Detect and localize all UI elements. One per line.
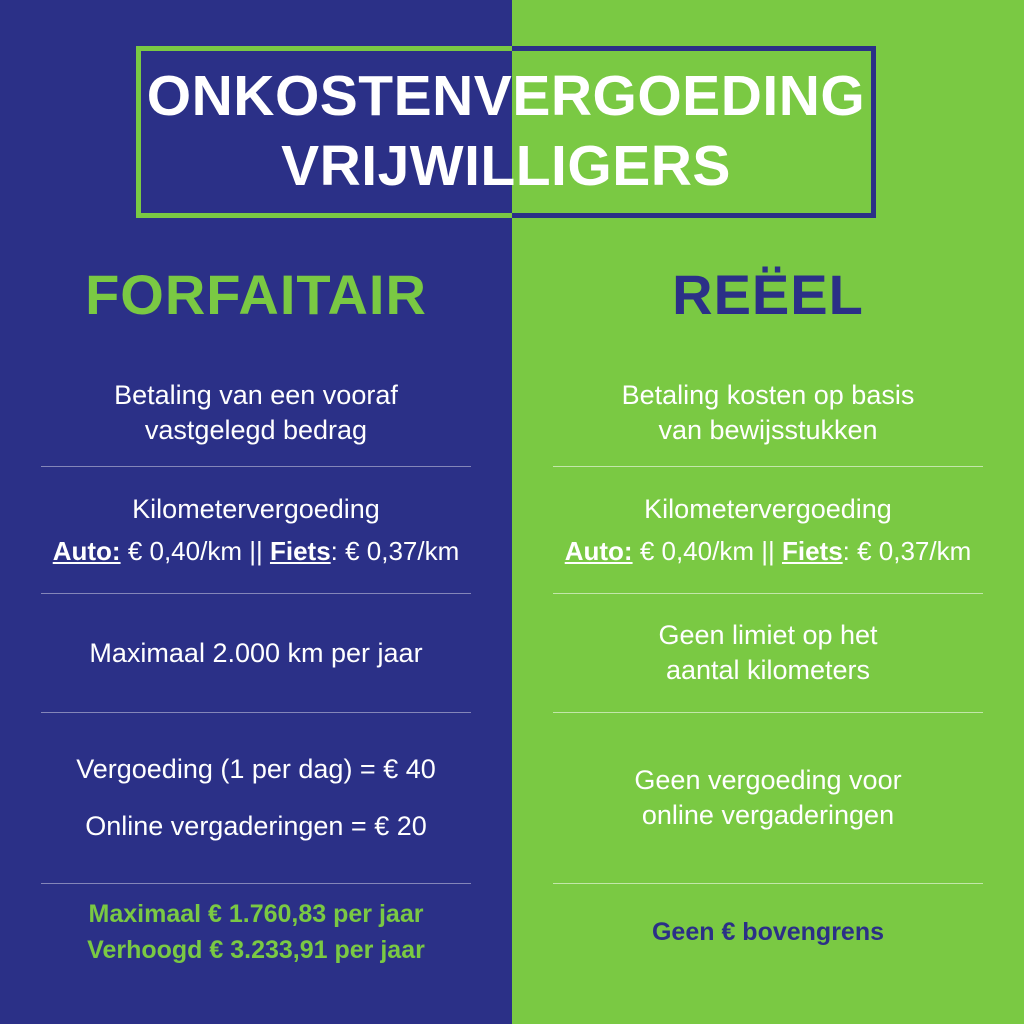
row-line: Geen € bovengrens <box>651 918 885 946</box>
row-maximum <box>512 884 1024 984</box>
row-line: van bewijsstukken <box>658 415 878 445</box>
fiets-label: Fiets <box>269 535 331 566</box>
km-rates <box>565 535 972 568</box>
km-rates <box>53 535 460 568</box>
row-line: Online vergaderingen = € 20 <box>85 811 427 841</box>
rows-reeel <box>512 360 1024 984</box>
row-kilometerlimiet <box>0 594 512 712</box>
row-kilometerlimiet <box>512 594 1024 712</box>
row-kilometervergoeding <box>512 467 1024 593</box>
fiets-value: : € 0,37/km <box>842 535 972 566</box>
auto-value: € 0,40/km <box>127 535 242 566</box>
row-line: vastgelegd bedrag <box>144 415 368 445</box>
row-line: Geen vergoeding voor <box>634 765 902 796</box>
rate-separator: || <box>761 535 775 566</box>
row-line: Kilometervergoeding <box>644 494 892 525</box>
row-line: online vergaderingen <box>641 800 895 830</box>
row-line: Vergoeding (1 per dag) = € 40 <box>76 754 436 785</box>
column-heading-forfaitair: FORFAITAIR <box>85 263 427 326</box>
row-line: Betaling kosten op basis <box>621 380 915 411</box>
column-heading-reeel: REËEL <box>672 263 864 326</box>
fiets-value: : € 0,37/km <box>330 535 460 566</box>
row-line: Verhoogd € 3.233,91 per jaar <box>87 936 425 964</box>
row-kilometervergoeding <box>0 467 512 593</box>
row-line: Maximaal 2.000 km per jaar <box>89 637 423 668</box>
row-line: Maximaal € 1.760,83 per jaar <box>88 900 424 928</box>
row-line: Kilometervergoeding <box>132 494 380 525</box>
rows-forfaitair <box>0 360 512 984</box>
auto-label: Auto: <box>52 535 121 566</box>
auto-value: € 0,40/km <box>639 535 754 566</box>
row-line: aantal kilometers <box>665 655 871 685</box>
row-line: Betaling van een vooraf <box>114 380 398 411</box>
title-line-1: ONKOSTENVERGOEDING <box>146 64 866 129</box>
row-vergoedingen <box>0 713 512 883</box>
row-maximum <box>0 884 512 984</box>
row-line: Geen limiet op het <box>658 620 878 651</box>
title-line-2: VRIJWILLIGERS <box>281 134 731 198</box>
rate-separator: || <box>249 535 263 566</box>
auto-label: Auto: <box>564 535 633 566</box>
fiets-label: Fiets <box>781 535 843 566</box>
row-description <box>512 360 1024 466</box>
row-vergoedingen <box>512 713 1024 883</box>
column-reeel <box>512 0 1024 1024</box>
row-description <box>0 360 512 466</box>
